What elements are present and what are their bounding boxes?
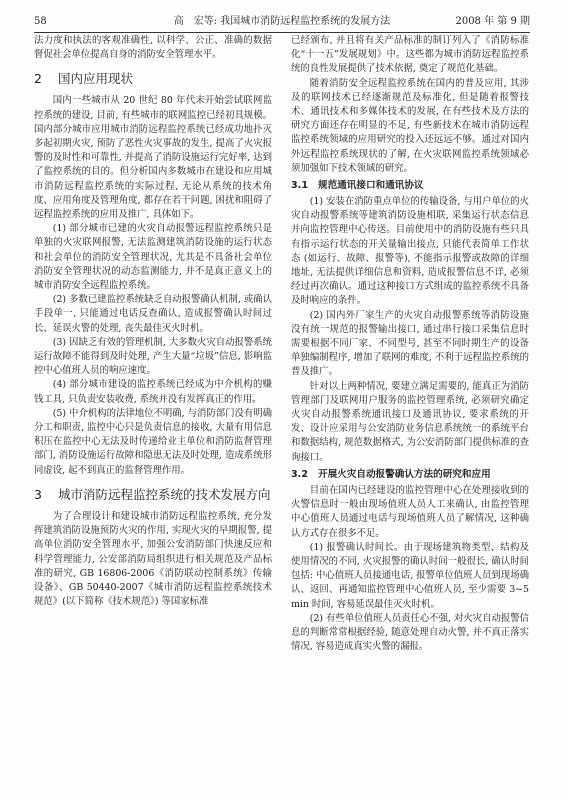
- running-title: 高 宏等: 我国城市消防远程监控系统的发展方法: [173, 16, 391, 27]
- left-column: [34, 34, 272, 609]
- section-title: 国内应用现状: [58, 71, 134, 87]
- subsection-number: 3.1: [291, 180, 308, 192]
- right-column: [291, 34, 529, 654]
- list-item: (2) 国内外厂家生产的火灾自动报警系统等消防设施没有统一规范的报警输出接口, 通过串行接口采集信息时需要根据不同厂家、不同型号, 甚至不同时期生产的设备单独编制程序, 增加了联网的难度, 不利于远程监控系统的普及推广。: [291, 309, 529, 378]
- section-number: 2: [34, 71, 42, 87]
- section-number: 3: [34, 486, 42, 502]
- list-item: (4) 部分城市建设的监控系统已经成为中介机构的赚钱工具, 只负责安装收费, 系统并没有发挥真正的作用。: [34, 379, 272, 405]
- subsection-heading: [291, 179, 529, 193]
- subsection-title: 规范通讯接口和通讯协议: [318, 180, 424, 192]
- list-item: (2) 多数已建监控系统缺乏自动报警确认机制, 或确认手段单一, 只能通过电话反查确认, 造成报警确认时间过长、延误火警的处理, 丧失最佳灭火时机。: [34, 294, 272, 334]
- subsection-number: 3.2: [291, 468, 308, 480]
- paragraph: 针对以上两种情况, 要建立满足需要的, 能真正为消防管理部门及联网用户服务的监控管理系统, 必须研究确定火灾自动报警系统通讯接口及通讯协议, 要求系统的开发、设计应采用与公安消防业务信息系统统一的系统平台和数据结构, 规范数据格式, 为公安消防部门提供标准的查询接口。: [291, 380, 529, 463]
- list-item: (3) 因缺乏有效的管理机制, 大多数火灾自动报警系统运行故障不能得到及时处理, 产生大量“垃圾”信息, 影响监控中心值班人员的响应速度。: [34, 336, 272, 377]
- paragraph: 法力度和执法的客观准确性, 以科学、公正、准确的数据督促社会单位提高自身的消防安全管理水平。: [34, 35, 272, 61]
- paragraph: 随着消防安全远程监控系统在国内的普及应用, 其涉及的联网技术已经逐渐规范及标准化, 但是随着报警技术、通讯技术和多媒体技术的发展, 在有些技术及方法的研究方面还存在明显的不足, 有些新技术在城市消防远程监控系统领域的应用研究的投入还远远不够。通过对国内外远程监控系统现状的了解, 在火灾联网监控系统领域必须加强如下技术领域的研究。: [291, 77, 529, 174]
- paragraph: 为了合理设计和建设城市消防远程监控系统, 充分发挥建筑消防设施预防火灾的作用, 实现火灾的早期报警, 提高单位消防安全管理水平, 加强公安消防部门快速反应和科学管理能力, 公安部消防局组织进行相关规范及产品标准的研究, GB 16806-2006《消防联动控制系统》传输设备》、GB 50440-2007《城市消防远程监控系统技术规范》(以下简称《技术规范》) 等国家标准: [34, 510, 272, 608]
- header-rule: [34, 32, 530, 33]
- paragraph: 目前在国内已经建设的监控管理中心在处理接收到的火警信息时一般由现场值班人员人工来确认, 由监控管理中心值班人员通过电话与现场值班人员了解情况, 这种确认方式存在很多不足。: [291, 484, 529, 539]
- paragraph: 已经颁布, 并且将有关产品标准的制订列入了《消防标准化“十一五”发展规划》中。这些都为城市消防远程监控系统的良性发展提供了技术依据, 奠定了规范化基础。: [291, 35, 529, 75]
- list-item: (1) 报警确认时间长。由于现场建筑物类型、结构及使用情况的不同, 火灾报警的确认时间一般很长, 确认时间包括: 中心值班人员接通电话, 报警单位值班人员到现场确认、返回、再通知监控管理中心值班人员, 至少需要 3~5 min 时间, 容易延误最佳灭火时机。: [291, 541, 529, 610]
- page-number: 58: [34, 16, 47, 27]
- list-item: (1) 安装在消防重点单位的传输设备, 与用户单位的火灾自动报警系统等建筑消防设施相联, 采集运行状态信息并向监控管理中心传送。目前使用中的消防设施有些只具有指示运行状态的开关量输出接点, 只能代表简单工作状态 (如运行、故障、报警等), 不能指示报警或故障的详细地址, 无法提供详细信息和资料, 造成报警信息不详, 必须经过再次确认。通过这种接口方式组成的监控系统不具备及时响应的条件。: [291, 196, 529, 307]
- section-heading: [34, 70, 272, 88]
- subsection-title: 开展火灾自动报警确认方法的研究和应用: [318, 468, 491, 480]
- subsection-heading: [291, 468, 529, 482]
- section-title: 城市消防远程监控系统的技术发展方向: [58, 486, 271, 502]
- paragraph: 国内一些城市从 20 世纪 80 年代末开始尝试联网监控系统的建设, 目前, 有些城市的联网监控已经初具规模。国内部分城市应用城市消防远程监控系统已经成功地扑灭多起初期火灾, 预防了恶性火灾事故的发生, 提高了火灾报警的及时性和可靠性, 并提高了消防设施运行完好率, 达到了监控系统的目的。但分析国内多数城市在建设和应用城市消防远程监控系统的实际过程, 无论从系统的技术角度、应用角度及管理角度, 都存在若干问题, 困扰和阻碍了远程监控系统的应用及推广, 具体如下。: [34, 95, 272, 221]
- list-item: (2) 有些单位值班人员责任心不强, 对火灾自动报警信息的判断常常根据经验, 随意处理自动火警, 并不真正落实情况, 容易造成真实火警的漏报。: [291, 612, 529, 653]
- list-item: (5) 中介机构的法律地位不明确, 与消防部门没有明确分工和职责, 监控中心只是负责信息的接收, 大量有用信息积压在监控中心无法及时传递给业主单位和消防监督管理部门, 消防设施运行故障和隐患无法及时处理, 造成系统形同虚设, 起不到真正的监督管理作用。: [34, 407, 272, 476]
- running-header: [34, 14, 530, 30]
- list-item: (1) 部分城市已建的火灾自动报警远程监控系统只是单独的火灾联网报警, 无法监测建筑消防设施的运行状态和社会单位的消防安全管理状况, 尤其是不具备社会单位消防安全管理状况的动态监测能力, 并不是真正意义上的城市消防安全远程监控系统。: [34, 223, 272, 292]
- section-heading: [34, 486, 272, 504]
- issue-label: 2008 年 第 9 期: [455, 16, 530, 27]
